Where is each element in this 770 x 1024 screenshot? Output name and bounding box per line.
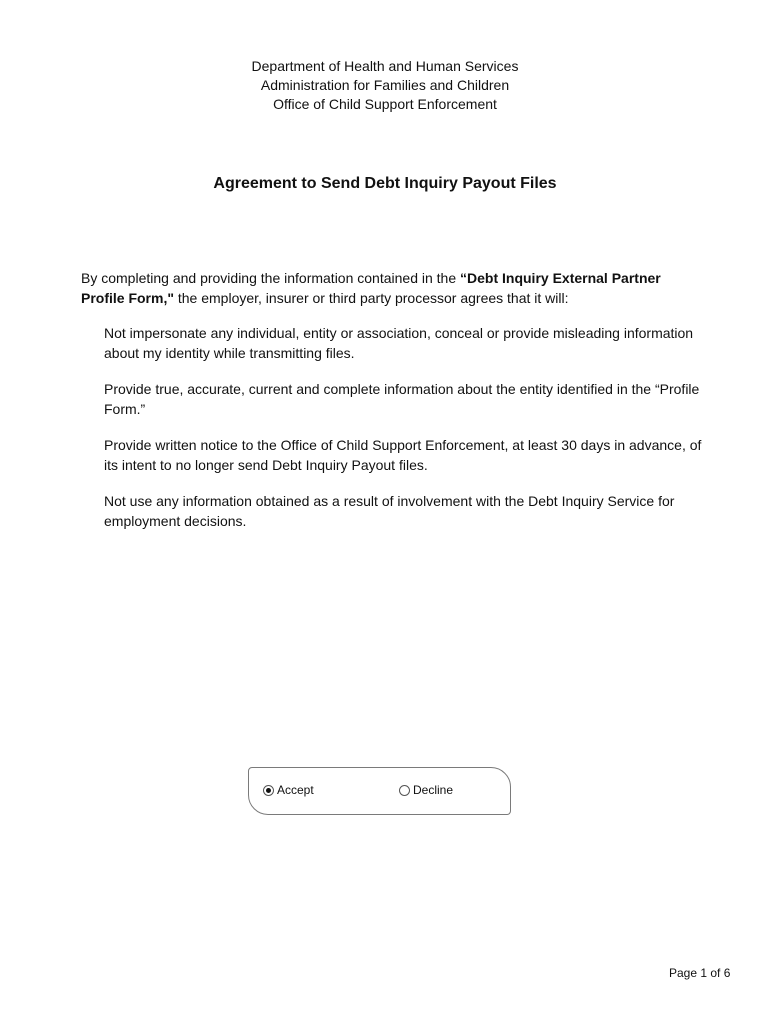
agreement-item-impersonate: Not impersonate any individual, entity or association, conceal or provide misleading information about my identity while transmitting files. bbox=[104, 325, 694, 361]
accept-decline-group bbox=[248, 767, 511, 815]
intro-paragraph bbox=[81, 268, 701, 308]
header-administration: Administration for Families and Children bbox=[260, 77, 510, 93]
accept-radio[interactable] bbox=[263, 785, 274, 796]
accept-option[interactable] bbox=[263, 783, 314, 797]
agreement-items bbox=[104, 323, 704, 547]
intro-form-name: “Debt Inquiry External Partner Profile Form," bbox=[81, 270, 661, 306]
intro-text-2: the employer, insurer or third party processor agrees that it will: bbox=[173, 290, 569, 306]
decline-radio[interactable] bbox=[399, 785, 410, 796]
intro-text-1: By completing and providing the information contained in the bbox=[81, 270, 461, 286]
header-department: Department of Health and Human Services bbox=[251, 58, 519, 74]
page-number: Page 1 of 6 bbox=[669, 966, 731, 980]
agreement-item-accurate-info: Provide true, accurate, current and complete information about the entity identified in the “Profile Form.” bbox=[104, 381, 700, 417]
agreement-item-written-notice: Provide written notice to the Office of Child Support Enforcement, at least 30 days in advance, of its intent to no longer send Debt Inquiry Payout files. bbox=[104, 437, 702, 473]
agency-header bbox=[0, 57, 770, 114]
accept-label: Accept bbox=[277, 783, 314, 797]
document-title: Agreement to Send Debt Inquiry Payout Files bbox=[213, 175, 557, 192]
agreement-item-employment-decisions: Not use any information obtained as a result of involvement with the Debt Inquiry Service for employment decisions. bbox=[104, 493, 675, 529]
decline-option[interactable] bbox=[399, 783, 453, 797]
decline-label: Decline bbox=[413, 783, 454, 797]
header-office: Office of Child Support Enforcement bbox=[273, 96, 497, 112]
